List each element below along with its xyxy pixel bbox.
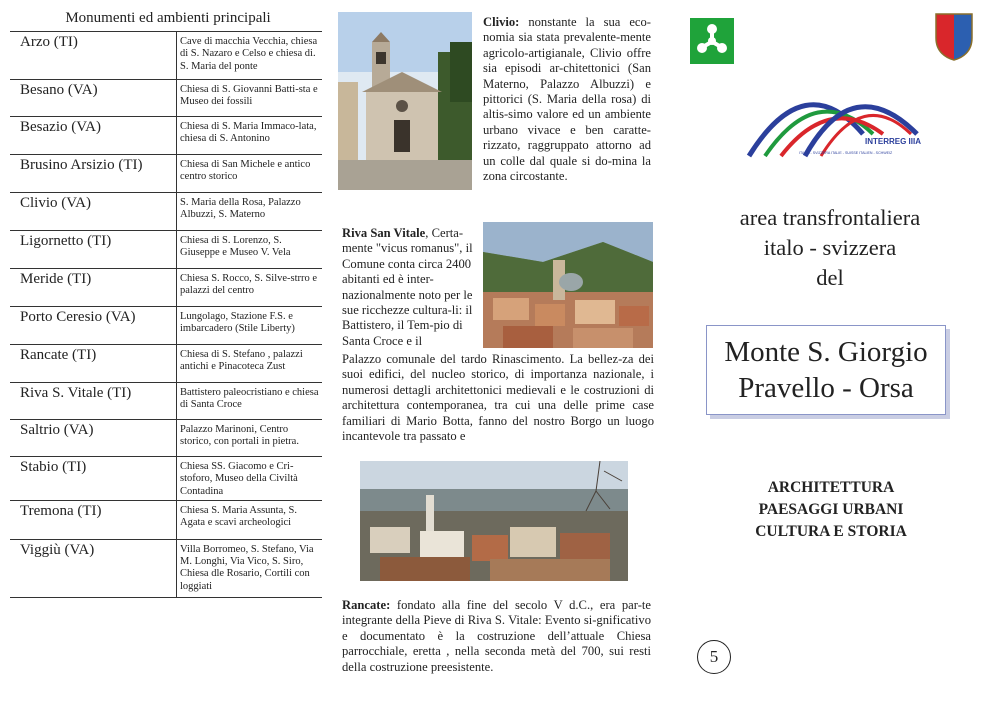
location-cell: Arzo (TI) (10, 32, 177, 80)
table-row (10, 457, 322, 501)
site-name-line: Pravello - Orsa (738, 372, 914, 404)
monuments-cell: Chiesa di S. Giovanni Batti-sta e Museo dei fossili (180, 84, 318, 108)
area-title-line: area transfrontaliera (739, 205, 921, 230)
monuments-cell: Palazzo Marinoni, Centro storico, con portali in pietra. (180, 424, 299, 448)
monuments-cell: Lungolago, Stazione F.S. e imbarcadero (Stile Liberty) (180, 311, 295, 335)
table-row (10, 32, 322, 80)
location-cell: Stabio (TI) (10, 457, 177, 501)
table-row (10, 80, 322, 117)
monuments-cell: Chiesa S. Maria Assunta, S. Agata e scavi archeologici (180, 504, 297, 529)
location-cell: Saltrio (VA) (10, 420, 177, 457)
location-cell: Besazio (VA) (10, 117, 177, 155)
theme-item: ARCHITETTURA (767, 479, 895, 496)
area-title-line: del (816, 265, 844, 290)
location-cell: Meride (TI) (10, 269, 177, 307)
interreg-sublabel: ITALIA - SVIZZERA ITALIE - SUISSE ITALIEN - SCHWEIZ (799, 151, 893, 155)
location-cell: Porto Ceresio (VA) (10, 307, 177, 345)
table-row (10, 231, 322, 269)
lombardia-rose-logo (690, 18, 734, 64)
riva-text-short: , Certa-mente "vicus romanus", il Comune conta circa 2400 abitanti ed è inter-nazionalmente noto per le sue ricchezze cultura-li: il Battistero, il Tem-pio di Santa Croce e il (342, 226, 473, 348)
site-name-box (706, 325, 946, 415)
rancate-town-photo (360, 461, 628, 581)
monuments-cell: Chiesa di San Michele e antico centro storico (180, 159, 311, 183)
ticino-shield-logo (934, 12, 974, 62)
riva-village-photo (483, 222, 653, 348)
monuments-table (10, 31, 322, 598)
table-row (10, 500, 322, 539)
rancate-paragraph (342, 598, 651, 675)
site-name-line: Monte S. Giorgio (724, 336, 928, 368)
clivio-text: nonstante la sua eco-nomia sia stata prevalente-mente agricolo-artigianale, Clivio offre sia episodi ar-chitettonici (San Materno, Palazzo Albuzzi) e pittorici (S. Maria della rosa) di altis-simo valore ed un ambiente urbano vivace e ben caratte-rizzato, raggruppato attorno ad un colle dal quale si do-mina la zona circostante. (483, 15, 651, 184)
table-row (10, 117, 322, 155)
theme-item: CULTURA E STORIA (755, 523, 907, 540)
clivio-church-photo (338, 12, 472, 190)
table-title: Monumenti ed ambienti principali (65, 10, 271, 26)
monuments-cell: Chiesa S. Rocco, S. Silve-strro e palazzi del centro (180, 273, 318, 297)
location-cell: Riva S. Vitale (TI) (10, 383, 177, 420)
location-cell: Clivio (VA) (10, 193, 177, 231)
riva-paragraph-long (342, 352, 654, 444)
table-row (10, 420, 322, 457)
page-number: 5 (697, 640, 731, 674)
monuments-cell: Chiesa di S. Stefano , palazzi antichi e Pinacoteca Zust (180, 349, 303, 373)
location-cell: Tremona (TI) (10, 500, 177, 539)
riva-paragraph-short (342, 226, 480, 349)
table-row (10, 345, 322, 383)
table-row (10, 539, 322, 597)
monuments-cell: S. Maria della Rosa, Palazzo Albuzzi, S. Materno (180, 197, 301, 221)
monuments-panel (10, 10, 322, 598)
theme-item: PAESAGGI URBANI (758, 501, 904, 518)
rancate-text: fondato alla fine del secolo V d.C., era par-te integrante della Pieve di Riva S. Vitale: Evento si-gnificativo e documentato è la costruzione dell’attuale Chiesa parrocchiale, eretta , nella seconda metà del 700, sui resti della costruzione preesistente. (342, 598, 651, 674)
clivio-paragraph (483, 15, 651, 184)
monuments-cell: Chiesa di S. Lorenzo, S. Giuseppe e Museo V. Vela (180, 235, 291, 259)
table-row (10, 193, 322, 231)
riva-heading: Riva San Vitale (342, 226, 426, 240)
monuments-cell: Chiesa SS. Giacomo e Cri-stoforo, Museo della Civiltà Contadina (180, 461, 298, 497)
riva-text-long: Palazzo comunale del tardo Rinascimento. La bellez-za dei suoi edifici, del nucleo storico, di importanza nazionale, i numerosi dettagli architettonici medievali e le costruzioni di architettura contemporanea, tra cui una delle prime case familiari di Mario Botta, fanno del nostro Borgo un luogo incantevole tra passato e (342, 352, 654, 444)
location-cell: Rancate (TI) (10, 345, 177, 383)
location-cell: Besano (VA) (10, 80, 177, 117)
area-title-line: italo - svizzera (763, 235, 897, 260)
clivio-heading: Clivio: (483, 15, 520, 29)
rancate-heading: Rancate: (342, 598, 391, 612)
area-title (690, 203, 970, 293)
monuments-cell: Villa Borromeo, S. Stefano, Via M. Longhi, Via Vico, S. Siro, Chiesa dle Rosario, Cortili con loggiati (180, 543, 314, 592)
interreg-logo (745, 72, 923, 158)
table-row (10, 269, 322, 307)
location-cell: Ligornetto (TI) (10, 231, 177, 269)
table-row (10, 307, 322, 345)
themes-list (700, 477, 962, 543)
monuments-cell: Battistero paleocristiano e chiesa di Santa Croce (180, 387, 319, 411)
location-cell: Viggiù (VA) (10, 539, 177, 597)
location-cell: Brusino Arsizio (TI) (10, 155, 177, 193)
monuments-cell: Chiesa di S. Maria Immaco-lata, chiesa di S. Antonino (180, 121, 317, 145)
monuments-cell: Cave di macchia Vecchia, chiesa di S. Nazaro e Celso e chiesa di. S. Maria del ponte (180, 36, 318, 72)
table-row (10, 155, 322, 193)
interreg-label: INTERREG IIIA (865, 137, 922, 146)
table-row (10, 383, 322, 420)
